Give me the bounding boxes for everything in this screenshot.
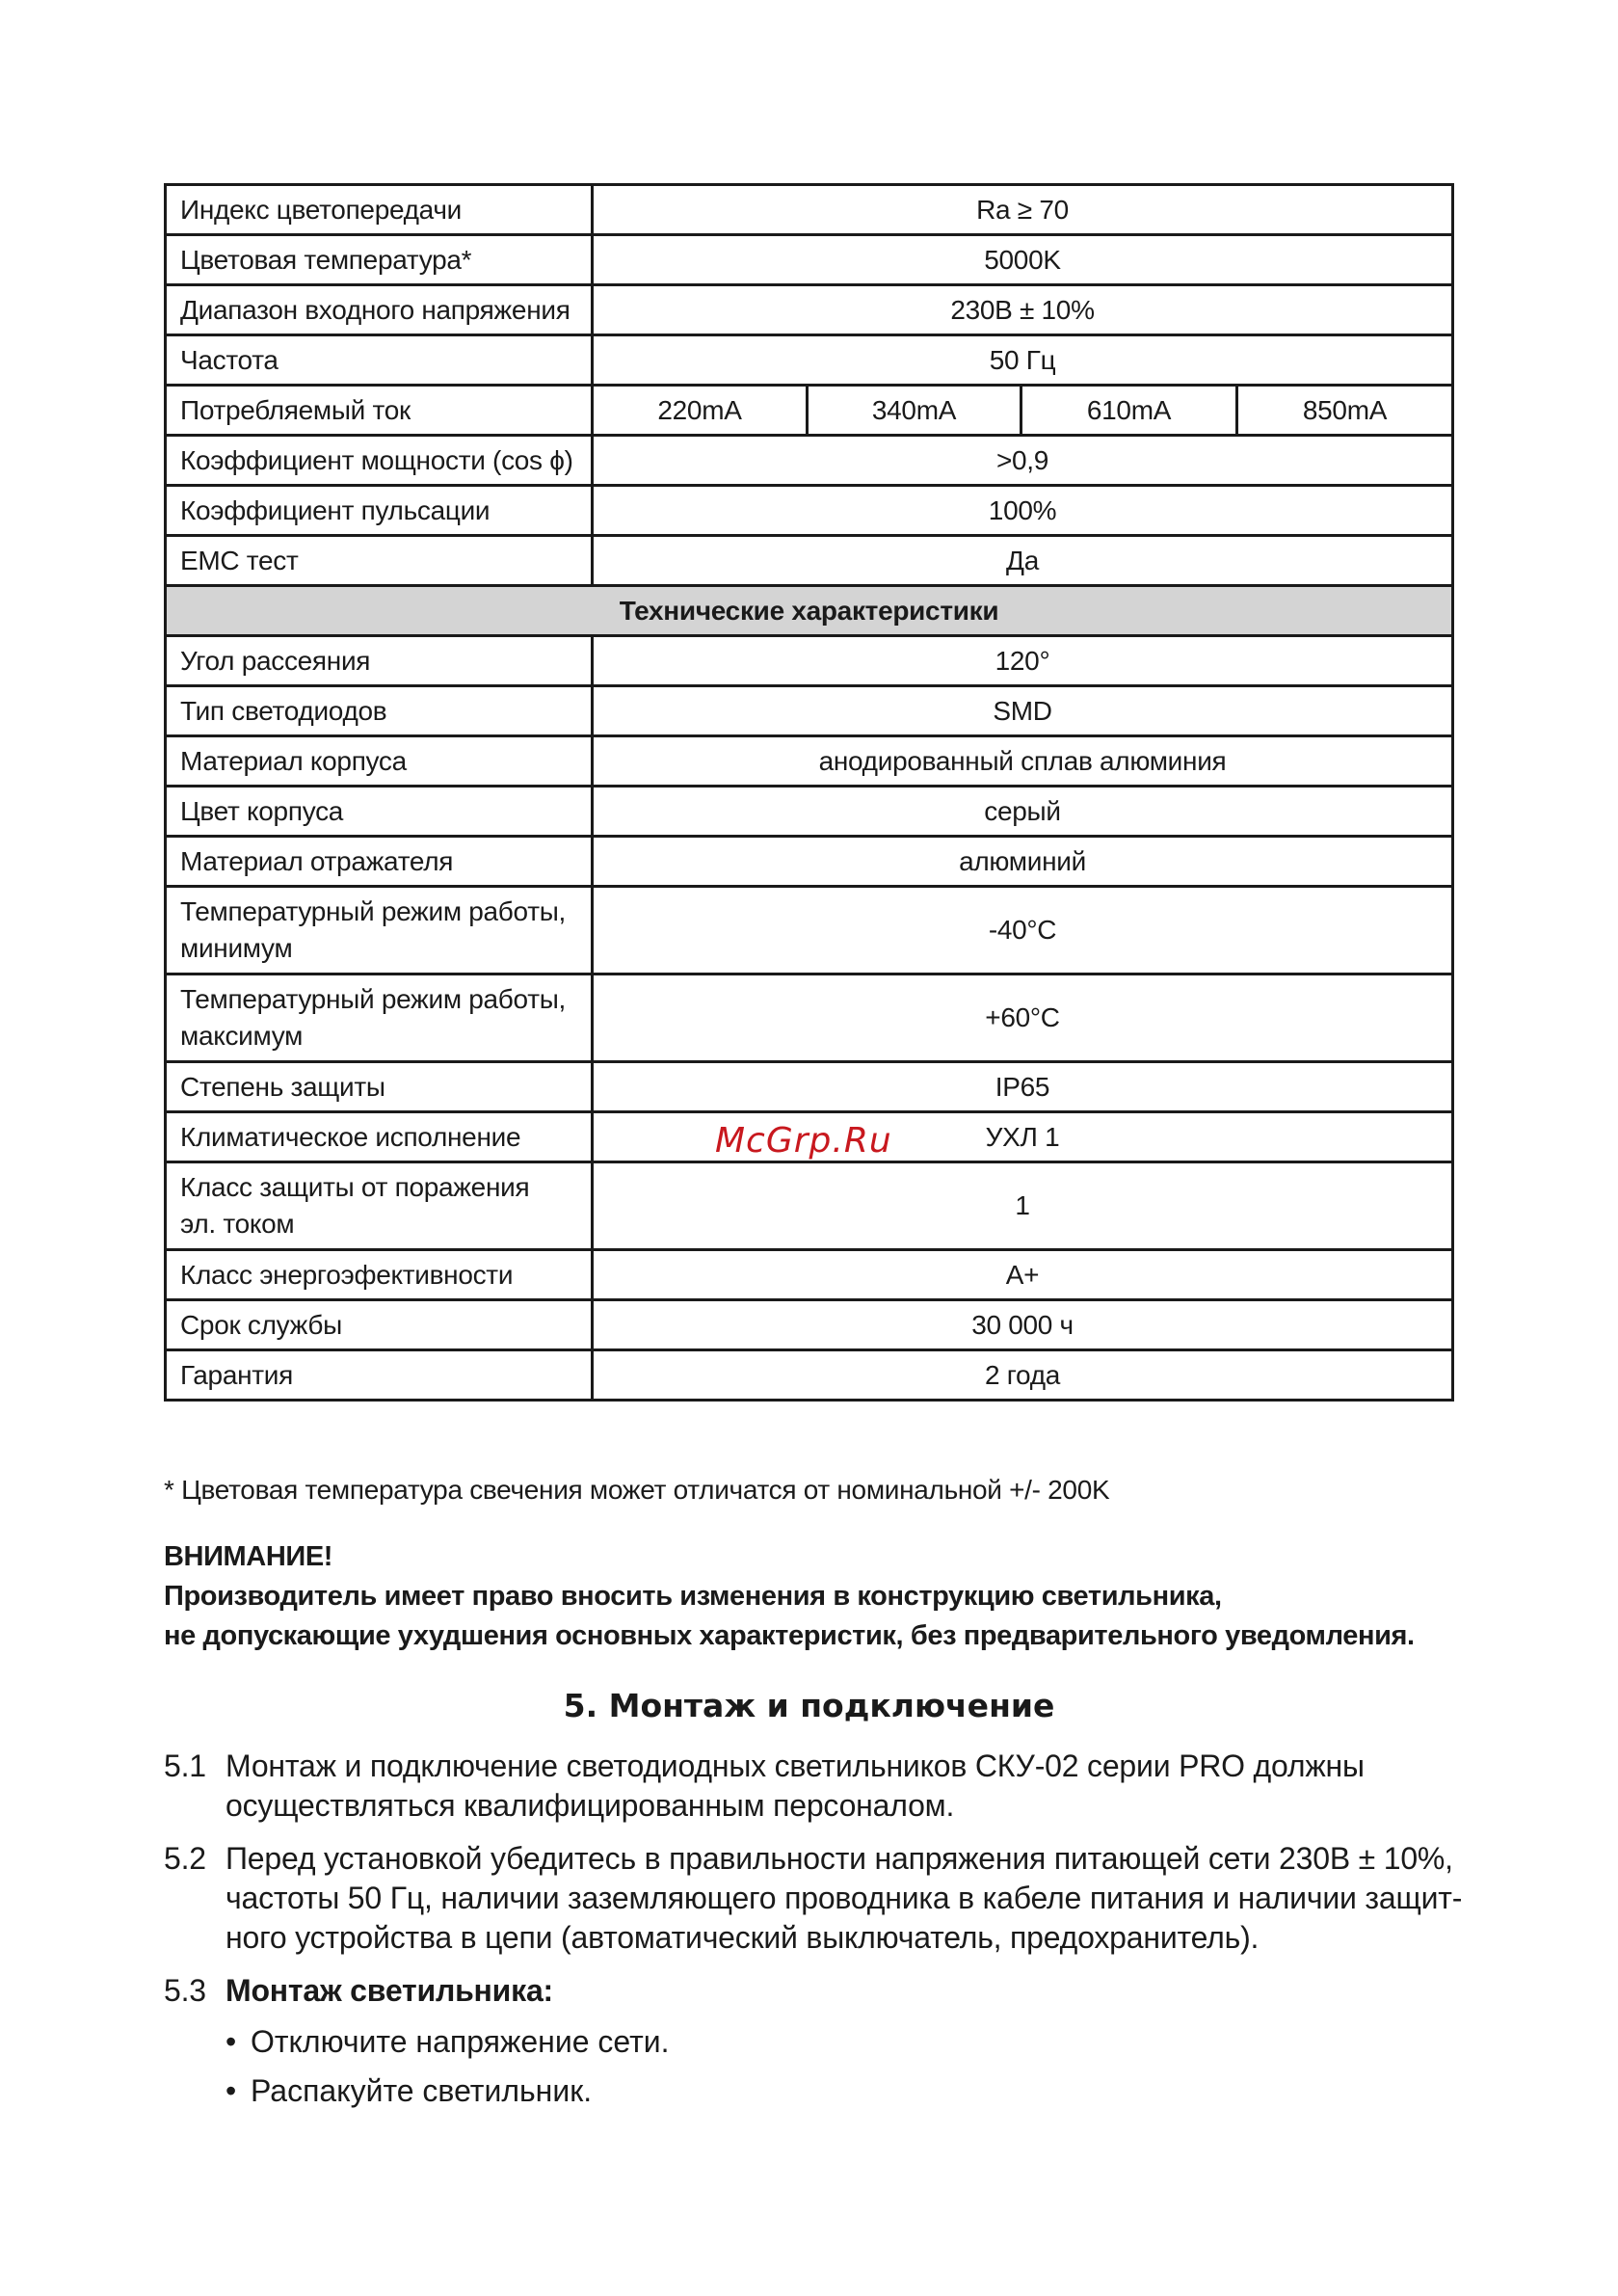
table-row: [166, 185, 1453, 235]
table-row: [166, 787, 1453, 837]
table-row: [166, 1162, 1453, 1250]
row-value: -40°C: [593, 887, 1453, 974]
table-row: [166, 335, 1453, 386]
row-label: Степень защиты: [166, 1062, 593, 1112]
row-label-line: эл. током: [180, 1209, 295, 1239]
row-label: Коэффициент мощности (cos ϕ): [166, 436, 593, 486]
table-row: [166, 285, 1453, 335]
current-value-2: 340mA: [808, 386, 1021, 436]
table-row: [166, 436, 1453, 486]
row-value: +60°C: [593, 974, 1453, 1062]
table-row: [166, 1250, 1453, 1300]
row-label: Цвет корпуса: [166, 787, 593, 837]
row-label: Индекс цветопередачи: [166, 185, 593, 235]
list-item: [164, 1971, 1455, 2011]
row-label: Климатическое исполнение: [166, 1112, 593, 1162]
table-row: [166, 1300, 1453, 1350]
row-value: 100%: [593, 486, 1453, 536]
item-number: 5.3: [164, 1973, 206, 2008]
row-label-line: Температурный режим работы,: [180, 984, 567, 1014]
numbered-list: [164, 1747, 1463, 2024]
footnote: * Цветовая температура свечения может отличатся от номинальной +/- 200K: [164, 1475, 1110, 1505]
row-value: 230В ± 10%: [593, 285, 1453, 335]
row-value: >0,9: [593, 436, 1453, 486]
row-label-line: Класс защиты от поражения: [180, 1172, 530, 1202]
list-item: [164, 1747, 1455, 1826]
row-value: 5000K: [593, 235, 1453, 285]
row-value: 50 Гц: [593, 335, 1453, 386]
warning-line: Производитель имеет право вносить изменения в конструкцию светильника,: [164, 1581, 1222, 1612]
table-row: [166, 1062, 1453, 1112]
bullet-item: [225, 2071, 670, 2111]
row-value: УХЛ 1: [593, 1112, 1453, 1162]
item-text-line: Монтаж светильника:: [225, 1973, 554, 2008]
warning-line: не допускающие ухудшения основных характеристик, без предварительного уведомления.: [164, 1620, 1415, 1651]
row-label-line: минимум: [180, 933, 293, 963]
row-label: Цветовая температура*: [166, 235, 593, 285]
row-label: [166, 974, 593, 1062]
row-label: Тип светодиодов: [166, 686, 593, 736]
row-value: анодированный сплав алюминия: [593, 736, 1453, 787]
table-row: [166, 887, 1453, 974]
row-label: [166, 887, 593, 974]
bullet-icon: •: [225, 2024, 237, 2059]
row-value: A+: [593, 1250, 1453, 1300]
list-item: [164, 1839, 1463, 1958]
row-label: Класс энергоэфективности: [166, 1250, 593, 1300]
bullet-icon: •: [225, 2073, 237, 2108]
row-label: Угол рассеяния: [166, 636, 593, 686]
item-number: 5.2: [164, 1841, 206, 1876]
row-value: 30 000 ч: [593, 1300, 1453, 1350]
table-row: [166, 686, 1453, 736]
table-row: [166, 837, 1453, 887]
section-title: 5. Монтаж и подключение: [563, 1687, 1055, 1724]
table-row: [166, 486, 1453, 536]
row-label-line: максимум: [180, 1021, 304, 1051]
bullet-item: [225, 2022, 670, 2062]
row-value: Ra ≥ 70: [593, 185, 1453, 235]
row-label: Материал отражателя: [166, 837, 593, 887]
row-label: Срок службы: [166, 1300, 593, 1350]
row-label: Потребляемый ток: [166, 386, 593, 436]
item-number: 5.1: [164, 1749, 206, 1783]
table-row: [166, 736, 1453, 787]
current-value-4: 850mA: [1237, 386, 1453, 436]
item-text-line: Перед установкой убедитесь в правильности напряжения питающей сети 230В ± 10%,: [225, 1841, 1453, 1876]
row-label: Гарантия: [166, 1350, 593, 1401]
item-text-line: ного устройства в цепи (автоматический выключатель, предохранитель).: [225, 1920, 1260, 1955]
bullet-text: Распакуйте светильник.: [251, 2073, 593, 2108]
current-value-3: 610mA: [1021, 386, 1237, 436]
item-text-line: частоты 50 Гц, наличии заземляющего проводника в кабеле питания и наличии защит-: [225, 1881, 1463, 1915]
row-label: EMC тест: [166, 536, 593, 586]
table-section-header: [166, 586, 1453, 636]
row-label: Диапазон входного напряжения: [166, 285, 593, 335]
specifications-table: [164, 183, 1454, 1402]
table-row: [166, 536, 1453, 586]
row-value: Да: [593, 536, 1453, 586]
warning-block: [164, 1537, 1415, 1656]
section-header-text: Технические характеристики: [166, 586, 1453, 636]
row-value: 120°: [593, 636, 1453, 686]
row-value: 2 года: [593, 1350, 1453, 1401]
table-row: [166, 235, 1453, 285]
table-row: [166, 636, 1453, 686]
item-text-line: Монтаж и подключение светодиодных светильников СКУ-02 серии PRO должны: [225, 1749, 1365, 1783]
row-label: Частота: [166, 335, 593, 386]
row-value: серый: [593, 787, 1453, 837]
row-label: Коэффициент пульсации: [166, 486, 593, 536]
row-value: SMD: [593, 686, 1453, 736]
table-row-current: [166, 386, 1453, 436]
row-label-line: Температурный режим работы,: [180, 896, 567, 926]
table-row: [166, 1350, 1453, 1401]
table-row: [166, 974, 1453, 1062]
row-label: Материал корпуса: [166, 736, 593, 787]
row-value: IP65: [593, 1062, 1453, 1112]
bullet-text: Отключите напряжение сети.: [251, 2024, 670, 2059]
row-label: [166, 1162, 593, 1250]
item-text-line: осуществляться квалифицированным персоналом.: [225, 1788, 955, 1823]
bullet-list: [225, 2022, 670, 2121]
warning-title: ВНИМАНИЕ!: [164, 1541, 333, 1572]
row-value: 1: [593, 1162, 1453, 1250]
row-value: алюминий: [593, 837, 1453, 887]
current-value-1: 220mA: [593, 386, 808, 436]
watermark-text: McGrp.Ru: [715, 1121, 892, 1161]
